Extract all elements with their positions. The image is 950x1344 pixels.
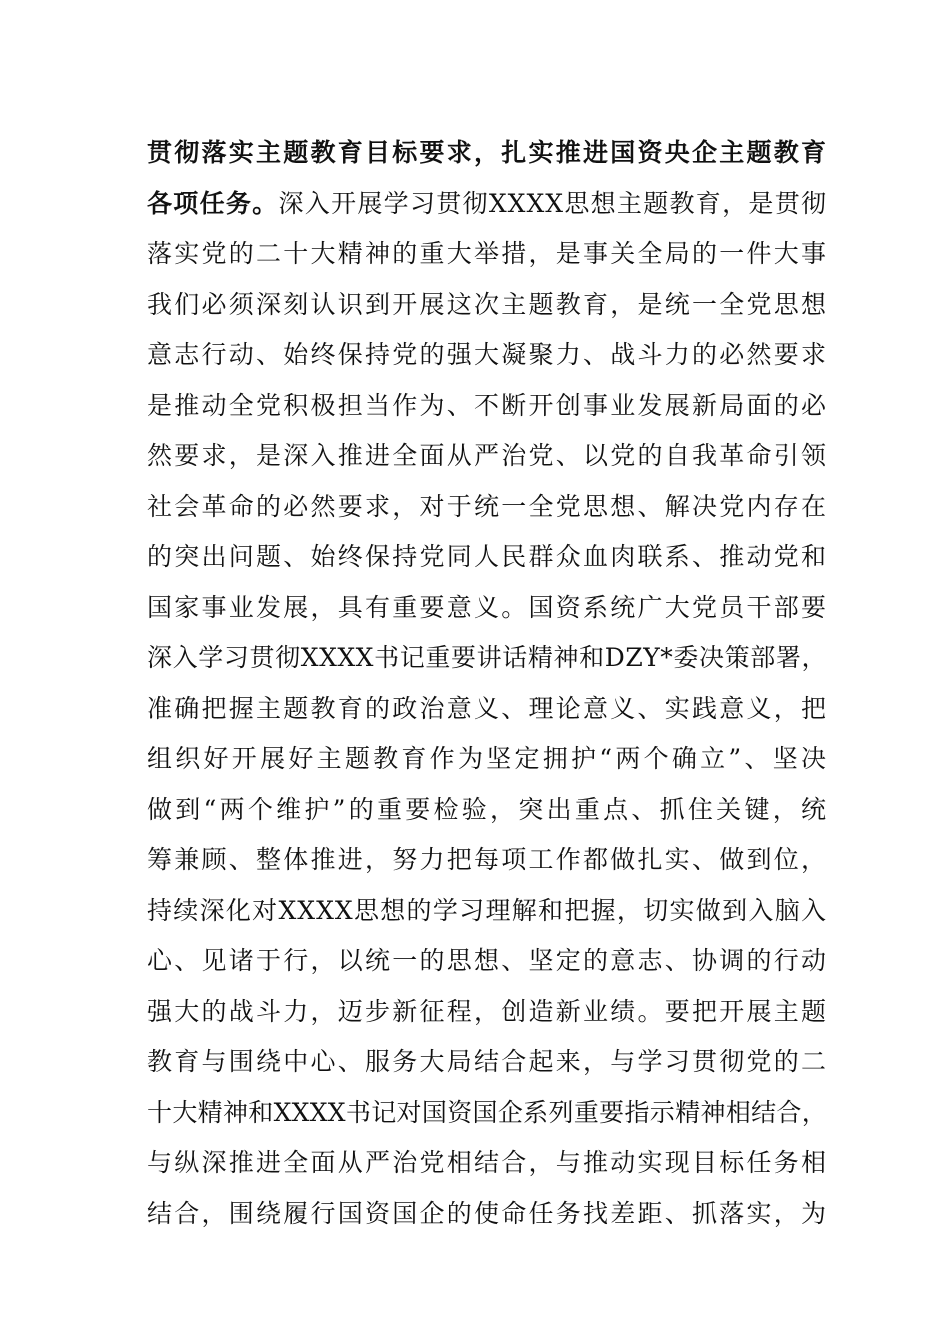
- body-text: 是推动全党积极担当作为、不断开创事业发展新局面的必: [147, 390, 827, 420]
- text-line: [147, 381, 827, 432]
- bold-heading-text: 贯彻落实主题教育目标要求，扎实推进国资央企主题教育: [147, 138, 827, 167]
- text-line: [147, 936, 827, 987]
- body-text: 教育与围绕中心、服务大局结合起来，与学习贯彻党的二: [147, 1047, 827, 1076]
- text-line: [147, 583, 827, 634]
- text-line: [147, 684, 827, 735]
- text-line: [147, 179, 827, 230]
- body-text: 然要求，是深入推进全面从严治党、以党的自我革命引领: [147, 441, 827, 470]
- text-line: [147, 280, 827, 331]
- body-text: 结合，围绕履行国资国企的使命任务找差距、抓落实，为: [147, 1198, 827, 1228]
- bold-heading-text: 各项任务。: [147, 188, 279, 218]
- body-text: 深入开展学习贯彻XXXX思想主题教育，是贯彻: [278, 188, 827, 218]
- body-text: 筹兼顾、整体推进，努力把每项工作都做扎实、做到位，: [147, 845, 827, 874]
- text-line: [147, 532, 827, 583]
- text-line: [147, 1189, 827, 1240]
- body-text: 组织好开展好主题教育作为坚定拥护“两个确立”、坚决: [147, 744, 827, 773]
- text-line: [147, 886, 827, 937]
- body-text: 做到“两个维护”的重要检验，突出重点、抓住关键，统: [147, 794, 827, 824]
- text-line: [147, 482, 827, 533]
- body-text: 意志行动、始终保持党的强大凝聚力、战斗力的必然要求: [147, 340, 827, 369]
- text-line: [147, 1037, 827, 1088]
- body-text: 准确把握主题教育的政治意义、理论意义、实践意义，把: [147, 693, 827, 723]
- body-text: 的突出问题、始终保持党同人民群众血肉联系、推动党和: [147, 542, 827, 571]
- body-text: 深入学习贯彻XXXX书记重要讲话精神和DZY*委决策部署，: [147, 643, 827, 672]
- body-text: 国家事业发展，具有重要意义。国资系统广大党员干部要: [147, 592, 827, 622]
- text-line: [147, 229, 827, 280]
- text-line: [147, 431, 827, 482]
- text-line: [147, 734, 827, 785]
- body-text: 十大精神和XXXX书记对国资国企系列重要指示精神相结合，: [147, 1097, 827, 1127]
- text-line: [147, 1088, 827, 1139]
- body-text: 社会革命的必然要求，对于统一全党思想、解决党内存在: [147, 491, 827, 521]
- text-line: [147, 330, 827, 381]
- body-text: 落实党的二十大精神的重大举措，是事关全局的一件大事: [147, 239, 827, 268]
- text-line: [147, 835, 827, 886]
- text-line: [147, 128, 827, 179]
- body-text: 强大的战斗力，迈步新征程，创造新业绩。要把开展主题: [147, 996, 827, 1026]
- text-line: [147, 785, 827, 836]
- text-line: [147, 987, 827, 1038]
- body-paragraph: [147, 128, 827, 1239]
- body-text: 心、见诸于行，以统一的思想、坚定的意志、协调的行动: [147, 946, 827, 975]
- body-text: 持续深化对XXXX思想的学习理解和把握，切实做到入脑入: [147, 895, 827, 925]
- body-text: 与纵深推进全面从严治党相结合，与推动实现目标任务相: [147, 1148, 827, 1177]
- text-line: [147, 633, 827, 684]
- text-line: [147, 1138, 827, 1189]
- body-text: 我们必须深刻认识到开展这次主题教育，是统一全党思想: [147, 289, 827, 319]
